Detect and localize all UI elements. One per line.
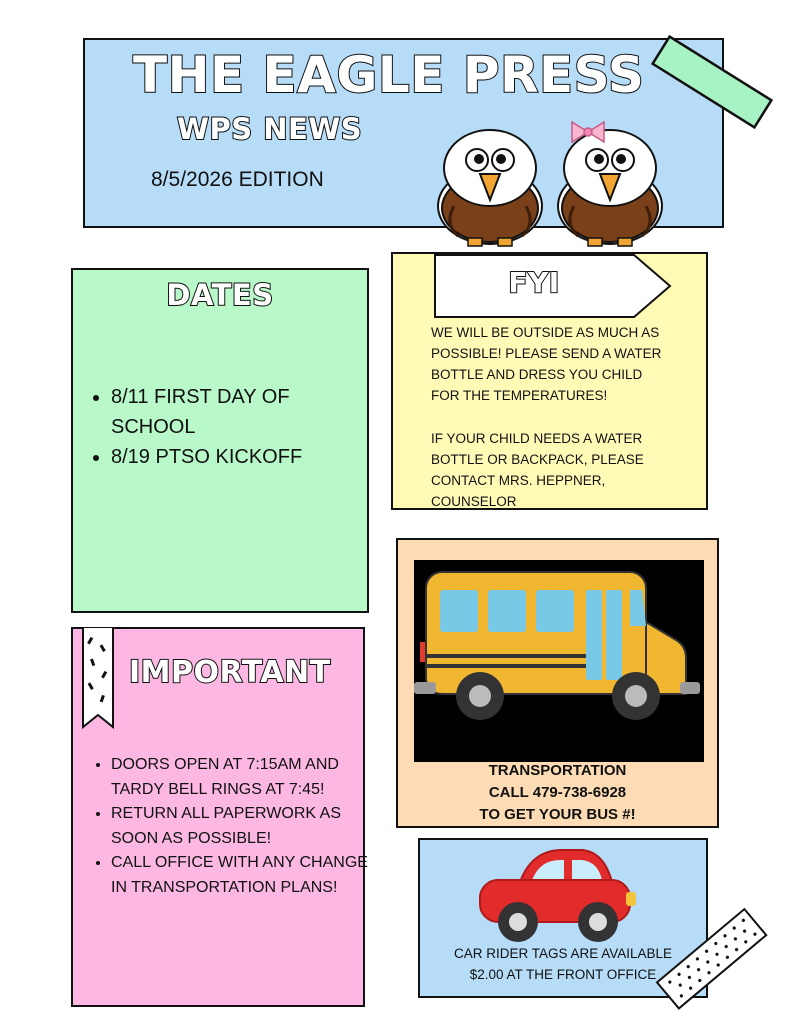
list-item: • 8/19 PTSO KICKOFF [111, 442, 351, 472]
fyi-paragraph-2: IF YOUR CHILD NEEDS A WATER BOTTLE OR BACKPACK, PLEASE CONTACT MRS. HEPPNER, COUNSELOR [431, 431, 644, 509]
list-item: • 8/11 FIRST DAY OF SCHOOL [111, 382, 351, 442]
newsletter-title: THE EAGLE PRESS [133, 46, 645, 104]
washi-tape-icon [652, 906, 770, 1010]
list-item: • RETURN ALL PAPERWORK AS SOON AS POSSIBLE! [111, 802, 373, 851]
important-list [89, 753, 373, 900]
dates-heading: DATES [166, 278, 274, 312]
washi-tape-icon [81, 627, 115, 731]
transportation-note: TO GET YOUR BUS #! [479, 806, 636, 823]
transportation-label: TRANSPORTATION [488, 762, 627, 779]
important-heading: IMPORTANT [129, 655, 331, 690]
fyi-paragraph-1: WE WILL BE OUTSIDE AS MUCH AS POSSIBLE! PLEASE SEND A WATER BOTTLE AND DRESS YOU CHILD FOR THE TEMPERATURES! [431, 325, 662, 403]
newsletter-subtitle: WPS NEWS [177, 112, 363, 146]
list-item: • CALL OFFICE WITH ANY CHANGE IN TRANSPORTATION PLANS! [111, 851, 373, 900]
red-car-icon [476, 842, 638, 948]
dates-panel [71, 268, 369, 613]
school-bus-icon [414, 560, 704, 762]
dates-list [89, 382, 351, 472]
eagle-icon [430, 128, 550, 248]
list-item: • DOORS OPEN AT 7:15AM AND TARDY BELL RINGS AT 7:45! [111, 753, 373, 802]
eagle-icon [550, 118, 670, 248]
transportation-phone: CALL 479-738-6928 [488, 784, 627, 801]
edition-date: 8/5/2026 EDITION [151, 168, 324, 191]
bus-photo-frame [414, 560, 704, 762]
fyi-heading: FYI [508, 266, 560, 299]
car-rider-text-1: CAR RIDER TAGS ARE AVAILABLE [453, 946, 673, 961]
washi-tape-icon [646, 32, 778, 132]
car-rider-text-2: $2.00 AT THE FRONT OFFICE [469, 967, 657, 982]
transportation-panel [396, 538, 719, 828]
fyi-panel [391, 252, 708, 510]
important-panel [71, 627, 368, 1007]
